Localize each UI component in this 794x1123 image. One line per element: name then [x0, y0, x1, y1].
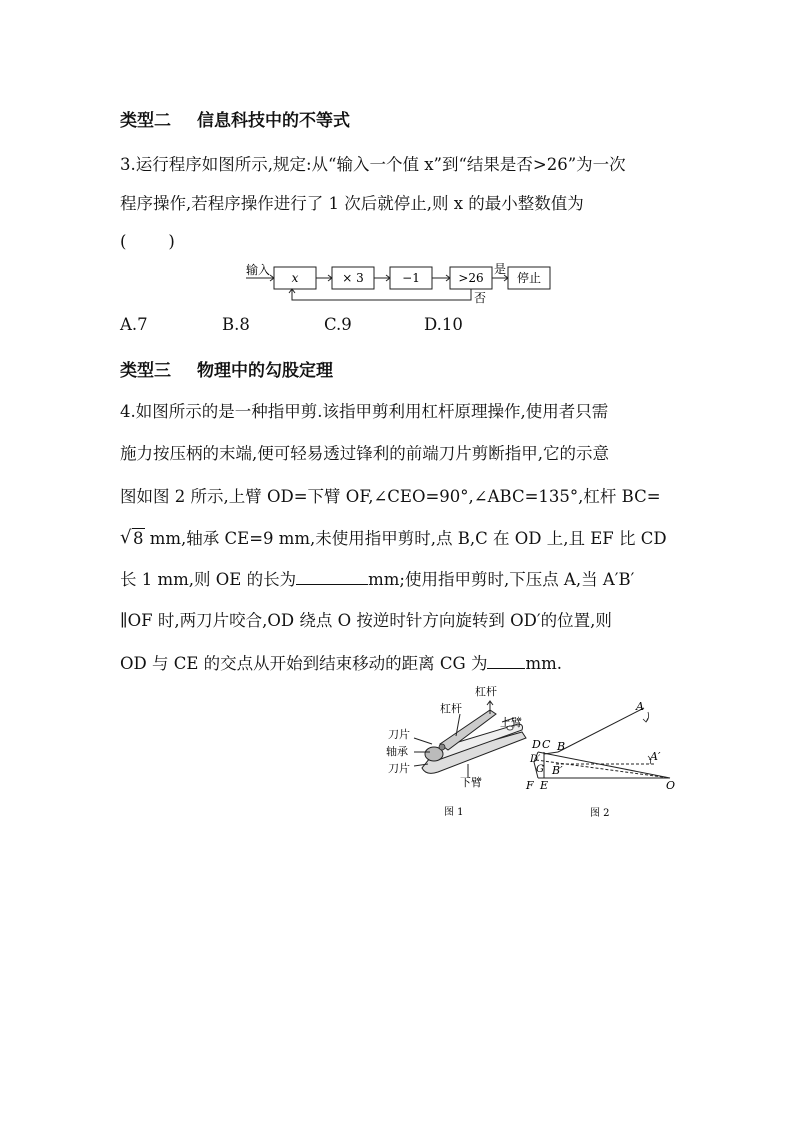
- q4-line-1: 4.如图所示的是一种指甲剪.该指甲剪利用杠杆原理操作,使用者只需: [120, 402, 609, 421]
- svg-text:× 3: × 3: [342, 271, 364, 285]
- fig2-caption: 图 2: [590, 808, 610, 819]
- fig2-label-O: O: [666, 779, 676, 792]
- fig2-label-D-prime: D′: [530, 754, 541, 765]
- section-heading-3: [120, 356, 333, 381]
- fig1-label-upper-arm: 上臂: [500, 716, 522, 729]
- svg-text:−1: −1: [402, 271, 420, 285]
- fig2-label-B: B: [557, 740, 566, 753]
- section-title: 物理中的勾股定理: [197, 361, 333, 381]
- q4-line-2: 施力按压柄的末端,便可轻易透过锋利的前端刀片剪断指甲,它的示意: [120, 444, 609, 463]
- q4-line-7: OD 与 CE 的交点从开始到结束移动的距离 CG 为 mm.: [120, 654, 563, 673]
- section-heading-2: [120, 106, 350, 131]
- q3-answer-paren: ( ): [120, 232, 175, 251]
- fig2-label-E: E: [540, 779, 549, 792]
- svg-text:x: x: [291, 271, 299, 285]
- fig2-label-G: G: [536, 764, 544, 775]
- figure-2-schematic: [522, 690, 682, 820]
- q4-line-3: 图如图 2 所示,上臂 OD=下臂 OF,∠CEO=90°,∠ABC=135°,杠杆 BC=: [120, 487, 661, 506]
- q4-line-5: 长 1 mm,则 OE 的长为 mm;使用指甲剪时,下压点 A,当 A′B′: [120, 570, 635, 589]
- flow-yes-label: 是: [494, 262, 507, 276]
- svg-text:停止: 停止: [516, 271, 542, 285]
- choice-c: C.9: [324, 315, 352, 334]
- fig1-label-lever-top: 杠杆: [475, 685, 497, 698]
- flow-input-label: 输入: [246, 263, 271, 277]
- fig2-label-B-prime: B′: [552, 764, 563, 777]
- fig2-label-A: A: [636, 700, 644, 713]
- fig1-label-lever-left: 杠杆: [440, 702, 462, 715]
- q3-line-2: 程序操作,若程序操作进行了 1 次后就停止,则 x 的最小整数值为: [120, 194, 584, 213]
- q4-line-4: √ 8 mm,轴承 CE=9 mm,未使用指甲剪时,点 B,C 在 OD 上,且 EF 比 CD: [120, 527, 667, 548]
- figure-1-nail-clipper: [382, 680, 542, 820]
- fig2-label-F: F: [526, 779, 534, 792]
- fig2-label-C: C: [542, 738, 551, 751]
- flow-no-label: 否: [474, 291, 487, 305]
- flowchart: [240, 258, 560, 308]
- fig1-label-blade-1: 刀片: [388, 728, 410, 741]
- answer-blank-cg: [487, 654, 525, 669]
- fig2-label-D: D: [532, 738, 541, 751]
- sqrt-expression: √ 8: [120, 527, 144, 548]
- fig1-caption: 图 1: [444, 807, 464, 818]
- section-label: 类型三: [120, 361, 171, 381]
- fig1-label-lower-arm: 下臂: [460, 776, 482, 789]
- answer-blank-oe: [296, 570, 368, 585]
- choice-b: B.8: [222, 315, 250, 334]
- q3-line-1: 3.运行程序如图所示,规定:从“输入一个值 x”到“结果是否>26”为一次: [120, 155, 626, 174]
- choice-a: A.7: [120, 315, 148, 334]
- fig1-label-bearing: 轴承: [386, 745, 408, 758]
- fig1-label-blade-2: 刀片: [388, 762, 410, 775]
- section-title: 信息科技中的不等式: [197, 111, 350, 131]
- q4-line-6: ∥OF 时,两刀片咬合,OD 绕点 O 按逆时针方向旋转到 OD′的位置,则: [120, 611, 612, 630]
- choice-d: D.10: [424, 315, 463, 334]
- fig2-label-A-prime: A′: [650, 750, 661, 763]
- svg-text:>26: >26: [458, 271, 484, 285]
- section-label: 类型二: [120, 111, 171, 131]
